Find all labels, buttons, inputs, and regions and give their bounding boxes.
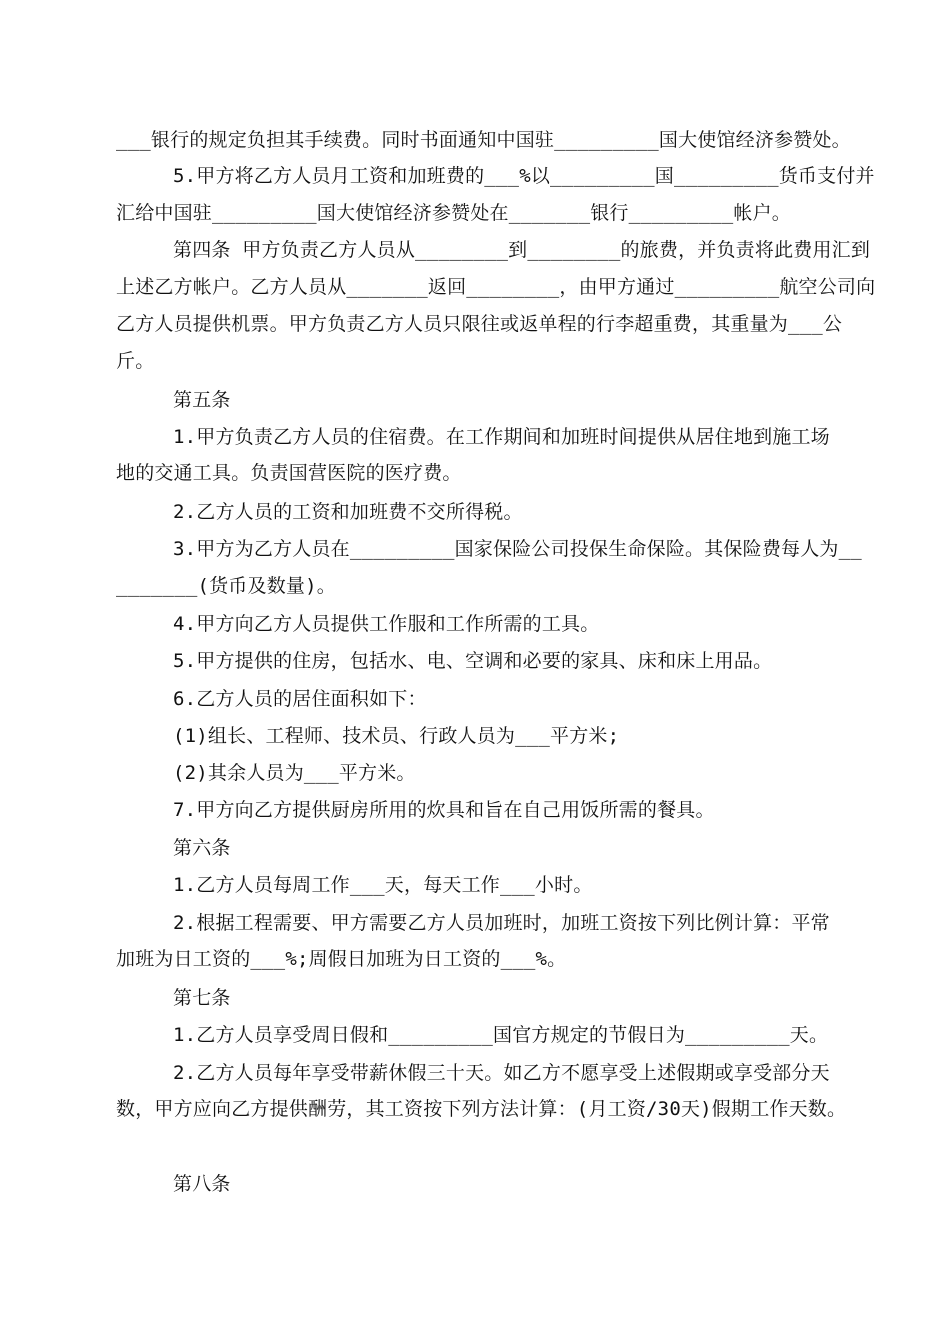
text-line: 上述乙方帐户。乙方人员从_______返回________，由甲方通过_________航空公司向: [116, 276, 876, 298]
text-line: (1)组长、工程师、技术员、行政人员为___平方米;: [173, 725, 620, 747]
text-line: 汇给中国驻_________国大使馆经济参赞处在_______银行_________帐户。: [116, 202, 791, 224]
text-line: 5.甲方将乙方人员月工资和加班费的___%以_________国_________货币支付并: [173, 165, 875, 187]
article-7-heading: 第七条: [173, 987, 231, 1009]
text-line: 2.乙方人员每年享受带薪休假三十天。如乙方不愿享受上述假期或享受部分天: [173, 1062, 830, 1084]
text-line: ___银行的规定负担其手续费。同时书面通知中国驻_________国大使馆经济参赞处。: [116, 129, 851, 151]
text-line: 斤。: [116, 350, 155, 372]
text-line: 2.乙方人员的工资和加班费不交所得税。: [173, 501, 523, 523]
text-line: 1.甲方负责乙方人员的住宿费。在工作期间和加班时间提供从居住地到施工场: [173, 426, 830, 448]
text-line: 4.甲方向乙方人员提供工作服和工作所需的工具。: [173, 613, 600, 635]
text-line: 6.乙方人员的居住面积如下：: [173, 688, 427, 710]
text-line: 3.甲方为乙方人员在_________国家保险公司投保生命保险。其保险费每人为__: [173, 538, 862, 560]
article-6-heading: 第六条: [173, 837, 231, 859]
article-4-line: 第四条 甲方负责乙方人员从________到________的旅费，并负责将此费用汇到: [173, 239, 871, 261]
text-line: 数，甲方应向乙方提供酬劳，其工资按下列方法计算：(月工资/30天)假期工作天数。: [116, 1098, 847, 1120]
article-5-heading: 第五条: [173, 389, 231, 411]
article-8-heading: 第八条: [173, 1173, 231, 1195]
text-line: 1.乙方人员每周工作___天，每天工作___小时。: [173, 874, 593, 896]
text-line: (2)其余人员为___平方米。: [173, 762, 416, 784]
text-line: 加班为日工资的___%;周假日加班为日工资的___%。: [116, 948, 567, 970]
text-line: 5.甲方提供的住房，包括水、电、空调和必要的家具、床和床上用品。: [173, 650, 773, 672]
text-line: 7.甲方向乙方提供厨房所用的炊具和旨在自己用饭所需的餐具。: [173, 799, 715, 821]
text-line: _______(货币及数量)。: [116, 575, 336, 597]
text-line: 地的交通工具。负责国营医院的医疗费。: [116, 462, 462, 484]
text-line: 2.根据工程需要、甲方需要乙方人员加班时，加班工资按下列比例计算：平常: [173, 912, 830, 934]
text-line: 乙方人员提供机票。甲方负责乙方人员只限往或返单程的行李超重费，其重量为___公: [116, 313, 843, 335]
text-line: 1.乙方人员享受周日假和_________国官方规定的节假日为_________天。: [173, 1024, 829, 1046]
